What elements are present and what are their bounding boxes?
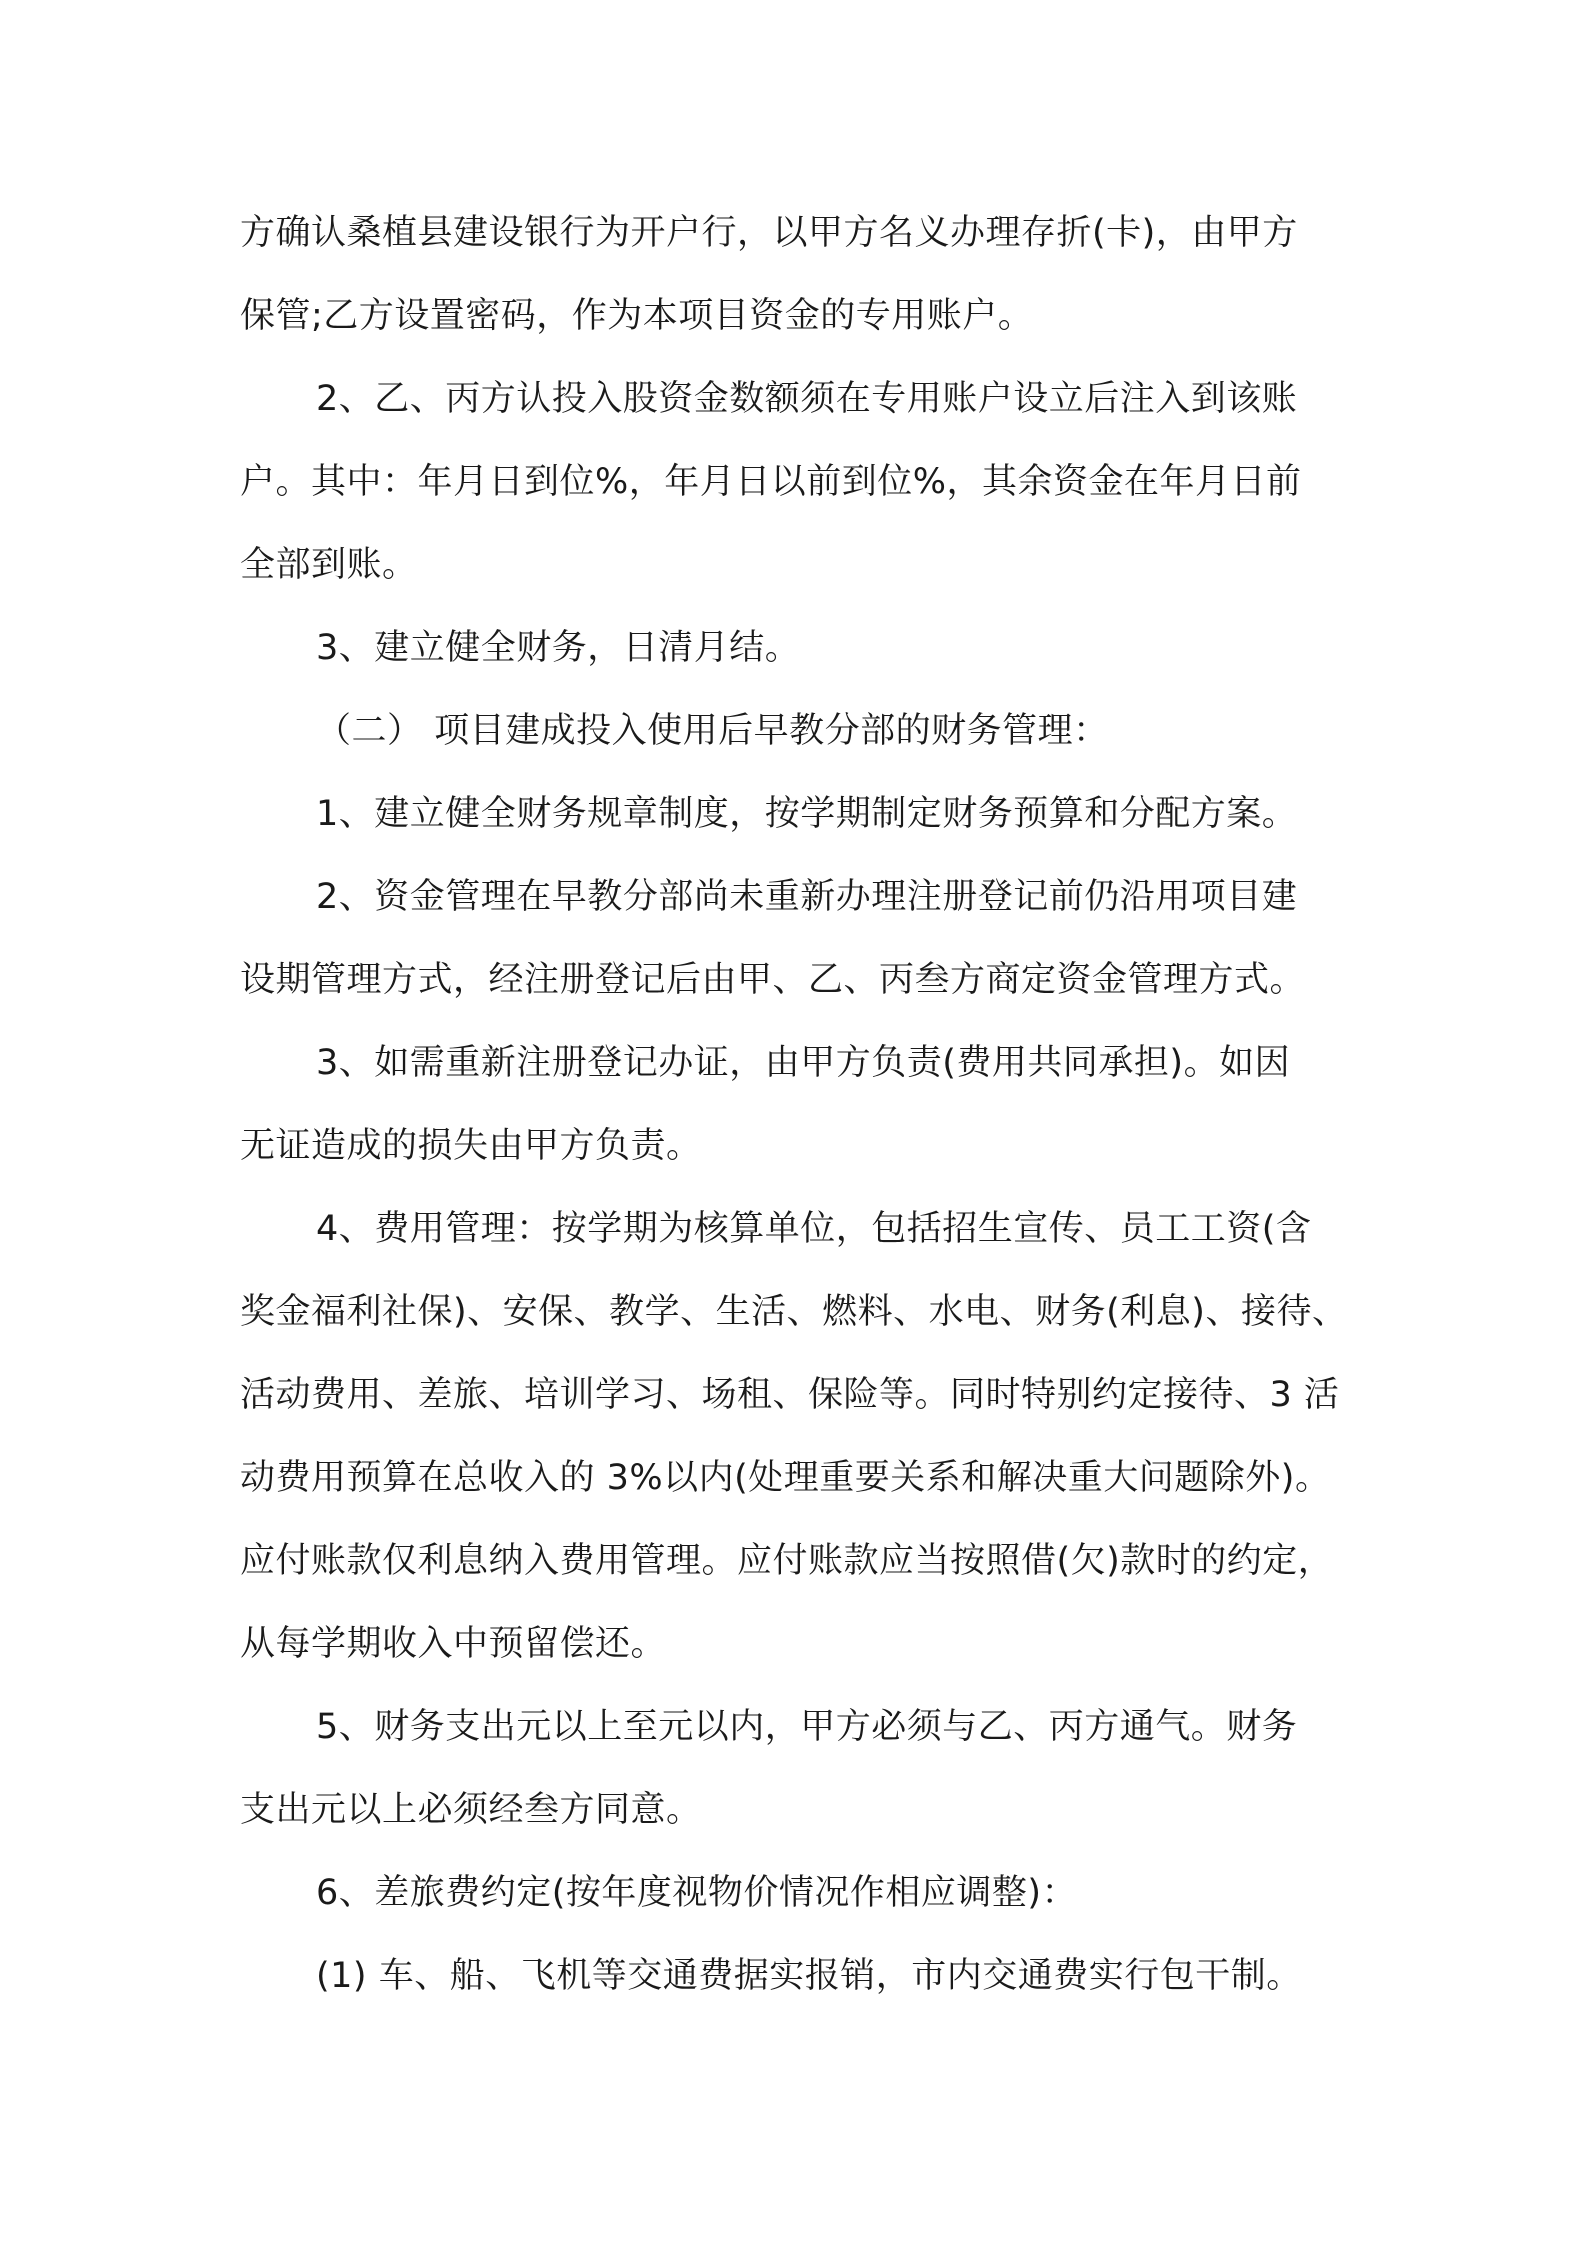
text-line: 户。其中：年月日到位%，年月日以前到位%，其余资金在年月日前 — [240, 462, 1302, 502]
text-line: 方确认桑植县建设银行为开户行，以甲方名义办理存折(卡)，由甲方 — [240, 213, 1298, 253]
text-line: 奖金福利社保)、安保、教学、生活、燃料、水电、财务(利息)、接待、 — [240, 1292, 1348, 1332]
text-line: 设期管理方式，经注册登记后由甲、乙、丙叁方商定资金管理方式。 — [240, 960, 1306, 1000]
text-line: 2、资金管理在早教分部尚未重新办理注册登记前仍沿用项目建 — [316, 877, 1298, 917]
text-line: 全部到账。 — [240, 545, 418, 585]
document-body — [240, 192, 1370, 2018]
text-line: 1、建立健全财务规章制度，按学期制定财务预算和分配方案。 — [316, 794, 1298, 834]
text-line: 无证造成的损失由甲方负责。 — [240, 1126, 702, 1166]
text-line: 3、如需重新注册登记办证，由甲方负责(费用共同承担)。如因 — [316, 1043, 1291, 1083]
text-line: 支出元以上必须经叁方同意。 — [240, 1790, 702, 1830]
text-line: 2、乙、丙方认投入股资金数额须在专用账户设立后注入到该账 — [316, 379, 1298, 419]
section-heading: （二） 项目建成投入使用后早教分部的财务管理： — [316, 711, 1109, 751]
text-line: 从每学期收入中预留偿还。 — [240, 1624, 667, 1664]
text-line: 6、差旅费约定(按年度视物价情况作相应调整)： — [316, 1873, 1078, 1913]
text-line: 5、财务支出元以上至元以内，甲方必须与乙、丙方通气。财务 — [316, 1707, 1298, 1747]
text-line: 动费用预算在总收入的 3%以内(处理重要关系和解决重大问题除外)。 — [240, 1458, 1331, 1498]
text-line: 活动费用、差旅、培训学习、场租、保险等。同时特别约定接待、3 活 — [240, 1375, 1340, 1415]
text-line: 3、建立健全财务，日清月结。 — [316, 628, 801, 668]
text-line: 应付账款仅利息纳入费用管理。应付账款应当按照借(欠)款时的约定， — [240, 1541, 1334, 1581]
text-line: 保管;乙方设置密码，作为本项目资金的专用账户。 — [240, 296, 1034, 336]
text-line: (1) 车、船、飞机等交通费据实报销，市内交通费实行包干制。 — [316, 1956, 1302, 1996]
text-line: 4、费用管理：按学期为核算单位，包括招生宣传、员工工资(含 — [316, 1209, 1312, 1249]
